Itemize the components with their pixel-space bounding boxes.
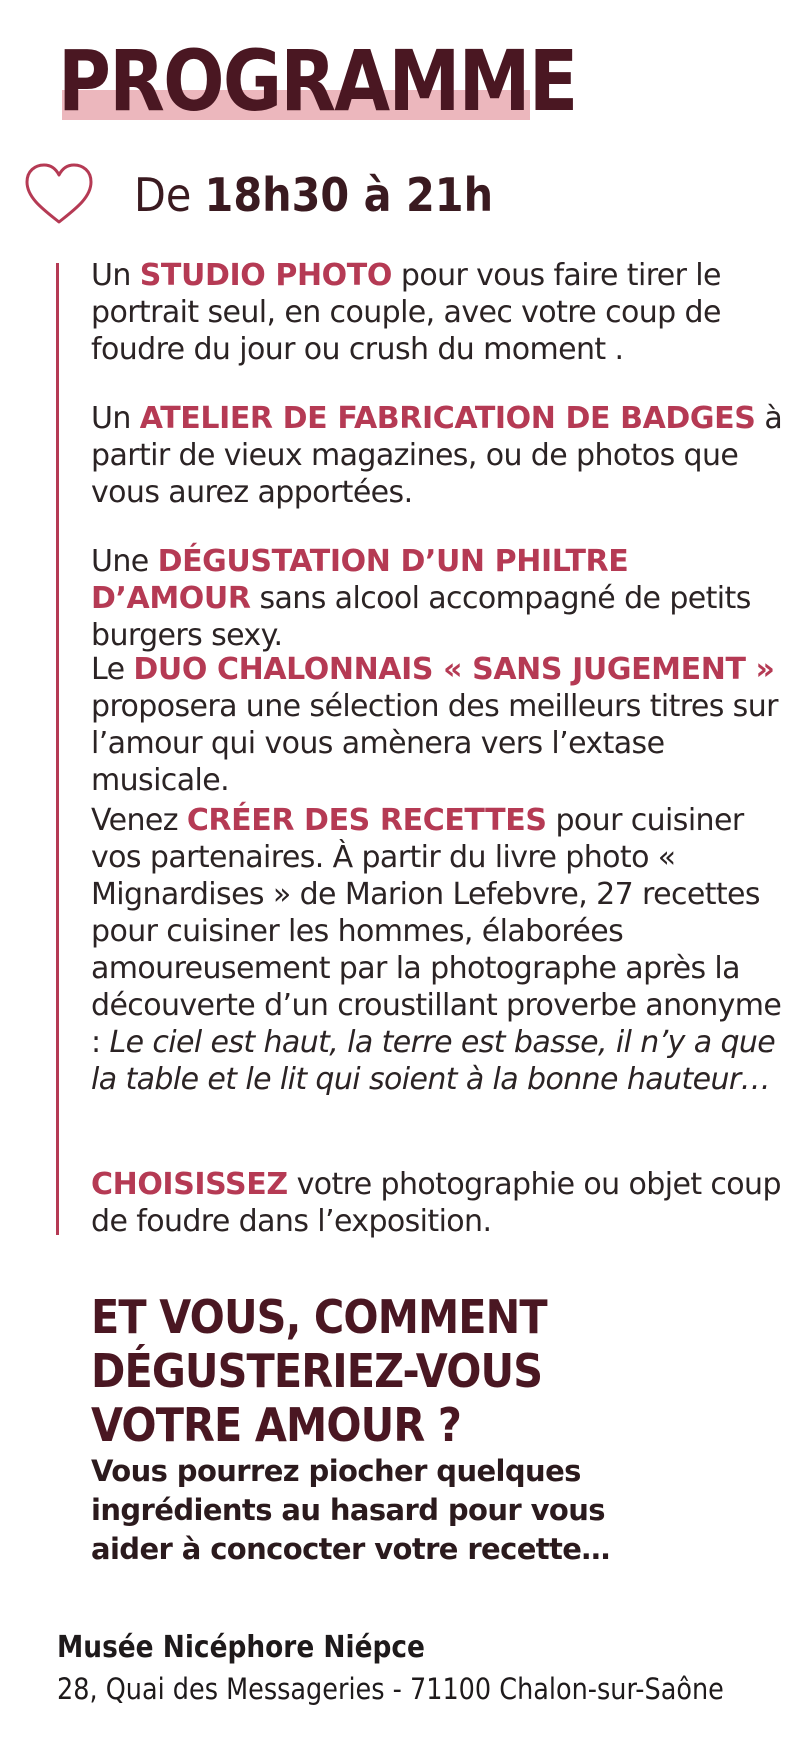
item-intro: Le [91,652,134,687]
heart-icon [24,162,94,228]
item-intro: Un [91,401,140,436]
item-highlight: STUDIO PHOTO [139,258,392,293]
item-text: à partir de vieux magazines, ou de photos que vous aurez apportées. [91,401,783,510]
item-highlight: CRÉER DES RECETTES [186,803,547,838]
program-item-music-duo [91,651,791,799]
schedule-time: 18h30 à 21h [204,168,494,222]
item-text: proposera une sélection des meilleurs titres sur l’amour qui vous amènera vers l’extase musicale. [91,689,778,798]
schedule-text [134,168,493,222]
item-intro: Un [91,258,140,293]
program-item-recipes [91,802,791,1098]
question-heading: ET VOUS, COMMENT DÉGUSTERIEZ-VOUS VOTRE AMOUR ? [91,1290,547,1452]
schedule-row [24,160,533,230]
page-title: PROGRAMME [58,32,577,130]
title-block [58,32,577,130]
item-proverb: Le ciel est haut, la terre est basse, il n’y a que la table et le lit qui soient à la bonne hauteur… [91,1025,776,1097]
museum-name: Musée Nicéphore Niépce [57,1630,425,1665]
item-text: votre photographie ou objet coup de foudre dans l’exposition. [91,1167,781,1239]
program-item-badges [91,400,791,511]
item-intro: Une [91,544,158,579]
program-item-choose [91,1166,791,1240]
item-intro: Venez [91,803,187,838]
museum-address: 28, Quai des Messageries - 71100 Chalon-sur-Saône [57,1672,724,1706]
program-item-studio-photo [91,257,791,368]
item-text: sans alcool accompagné de petits burgers sexy. [91,581,751,653]
item-text: pour vous faire tirer le portrait seul, en couple, avec votre coup de foudre du jour ou crush du moment . [91,258,721,367]
item-text: pour cuisiner vos partenaires. À partir du livre photo « Mignardises » de Marion Lefebvre, 27 recettes pour cuisiner les hommes, élaborées amoureusement par la photographe après la découverte d’un croustillant proverbe anonyme : [91,803,782,1060]
schedule-prefix: De [134,168,192,222]
item-highlight: CHOISISSEZ [91,1167,288,1202]
item-highlight: DÉGUSTATION D’UN PHILTRE D’AMOUR [91,544,629,616]
question-text: Vous pourrez piocher quelques ingrédients au hasard pour vous aider à concocter votre recette… [91,1454,610,1566]
item-highlight: DUO CHALONNAIS « SANS JUGEMENT » [133,652,775,687]
program-vertical-rule [56,263,59,1235]
program-item-tasting [91,543,791,654]
item-highlight: ATELIER DE FABRICATION DE BADGES [139,401,756,436]
